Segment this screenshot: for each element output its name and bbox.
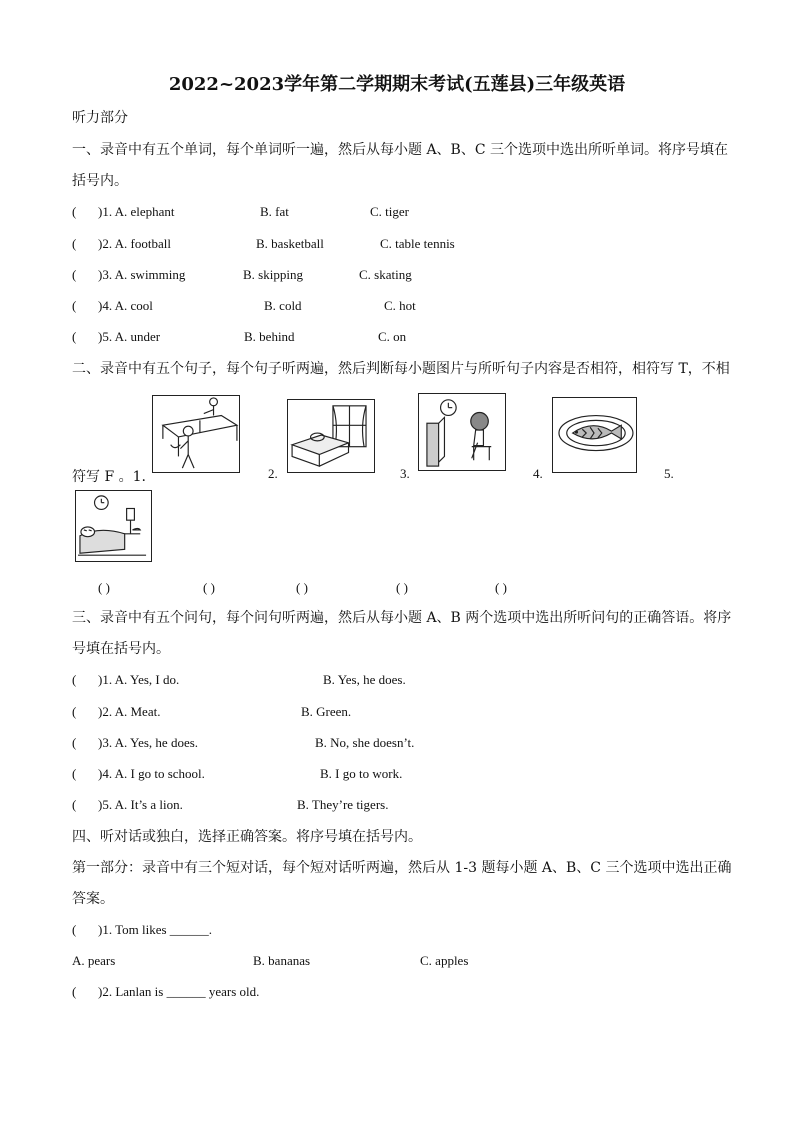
sec1-q4-option-b: B. cold [264,298,302,313]
picture-1-table-tennis [152,395,240,473]
sec3-instruction-line2: 号填在括号内。 [72,641,170,657]
sec3-q5-option-a: )5. A. It’s a lion. [98,797,183,812]
sec1-q4-option-a: )4. A. cool [98,298,153,313]
sec4-q1-paren: ( [72,922,77,937]
sec2-num-2: 2. [268,466,278,481]
sec1-q1-paren: ( [72,204,77,219]
sec4-q1-option-b: B. bananas [253,953,311,968]
sec4-q2-paren: ( [72,984,77,999]
sec1-q1-option-a: )1. A. elephant [98,204,175,219]
sec1-q4-option-c: C. hot [384,298,416,313]
sec3-q1-paren: ( [72,672,77,687]
sec2-num-5: 5. [664,466,674,481]
sec3-q2-paren: ( [72,704,77,719]
sec3-q4-paren: ( [72,766,77,781]
sec1-q5-option-b: B. behind [244,329,295,344]
sec3-q5-paren: ( [72,797,77,812]
sec3-q1-option-a: )1. A. Yes, I do. [98,672,180,687]
sec2-bracket-3[interactable]: ( ) [296,580,308,595]
sec2-bracket-5[interactable]: ( ) [495,580,507,595]
sec4-instruction: 四、听对话或独白，选择正确答案。将序号填在括号内。 [72,829,422,845]
sec2-bracket-4[interactable]: ( ) [396,580,408,595]
sec1-q3-paren: ( [72,267,77,282]
sec1-q5-option-a: )5. A. under [98,329,161,344]
sec3-q4-option-b: B. I go to work. [320,766,403,781]
sec4-part1-line2: 答案。 [72,891,114,907]
picture-2-bed-window [287,399,375,473]
sec4-part1-line1: 第一部分：录音中有三个短对话，每个短对话听两遍，然后从 1-3 题每小题 A、B、C 三个选项中选出正确 [72,860,732,876]
sec1-q2-option-a: )2. A. football [98,236,171,251]
sleeping-child-icon [76,491,151,561]
listening-label: 听力部分 [72,110,128,126]
sec1-q4-paren: ( [72,298,77,313]
sec1-q3-option-b: B. skipping [243,267,303,282]
sec2-bracket-1[interactable]: ( ) [98,580,110,595]
sec3-q2-option-b: B. Green. [301,704,352,719]
sec1-q1-option-b: B. fat [260,204,289,219]
sec1-q5-paren: ( [72,329,77,344]
sec2-line2-start: 符写 F 。1. [72,469,146,485]
page-title: 2022~2023学年第二学期期末考试(五莲县)三年级英语 [168,74,626,95]
fish-on-plate-icon [553,398,636,472]
sec3-q1-option-b: B. Yes, he does. [323,672,406,687]
sec1-q2-paren: ( [72,236,77,251]
sec2-instruction-line1: 二、录音中有五个句子，每个句子听两遍，然后判断每小题图片与所听句子内容是否相符，相符写 T，不相 [72,361,730,377]
sec4-q1-option-a: A. pears [72,953,116,968]
boy-watching-tv-icon [419,394,505,470]
picture-5-sleeping-child [75,490,152,562]
sec1-q5-option-c: C. on [378,329,407,344]
sec2-num-3: 3. [400,466,410,481]
sec4-q1-option-c: C. apples [420,953,469,968]
sec1-q1-option-c: C. tiger [370,204,409,219]
sec3-q3-option-b: B. No, she doesn’t. [315,735,415,750]
bed-by-window-icon [288,400,374,472]
sec3-q3-paren: ( [72,735,77,750]
sec1-q2-option-b: B. basketball [256,236,324,251]
sec1-q3-option-c: C. skating [359,267,412,282]
sec2-bracket-2[interactable]: ( ) [203,580,215,595]
sec4-q1-stem: )1. Tom likes ______. [98,922,213,937]
sec1-q2-option-c: C. table tennis [380,236,455,251]
picture-4-fish-plate [552,397,637,473]
sec3-q2-option-a: )2. A. Meat. [98,704,161,719]
sec2-num-4: 4. [533,466,543,481]
sec3-q3-option-a: )3. A. Yes, he does. [98,735,199,750]
sec3-instruction-line1: 三、录音中有五个问句，每个问句听两遍，然后从每小题 A、B 两个选项中选出所听问句的正确答语。将序 [72,610,732,626]
sec1-q3-option-a: )3. A. swimming [98,267,186,282]
picture-3-boy-tv [418,393,506,471]
sec3-q4-option-a: )4. A. I go to school. [98,766,205,781]
sec1-instruction-line2: 括号内。 [72,173,128,189]
sec3-q5-option-b: B. They’re tigers. [297,797,389,812]
table-tennis-icon [153,396,239,472]
sec1-instruction-line1: 一、录音中有五个单词，每个单词听一遍，然后从每小题 A、B、C 三个选项中选出所听单词。将序号填在 [72,142,729,158]
sec4-q2-stem: )2. Lanlan is ______ years old. [98,984,260,999]
